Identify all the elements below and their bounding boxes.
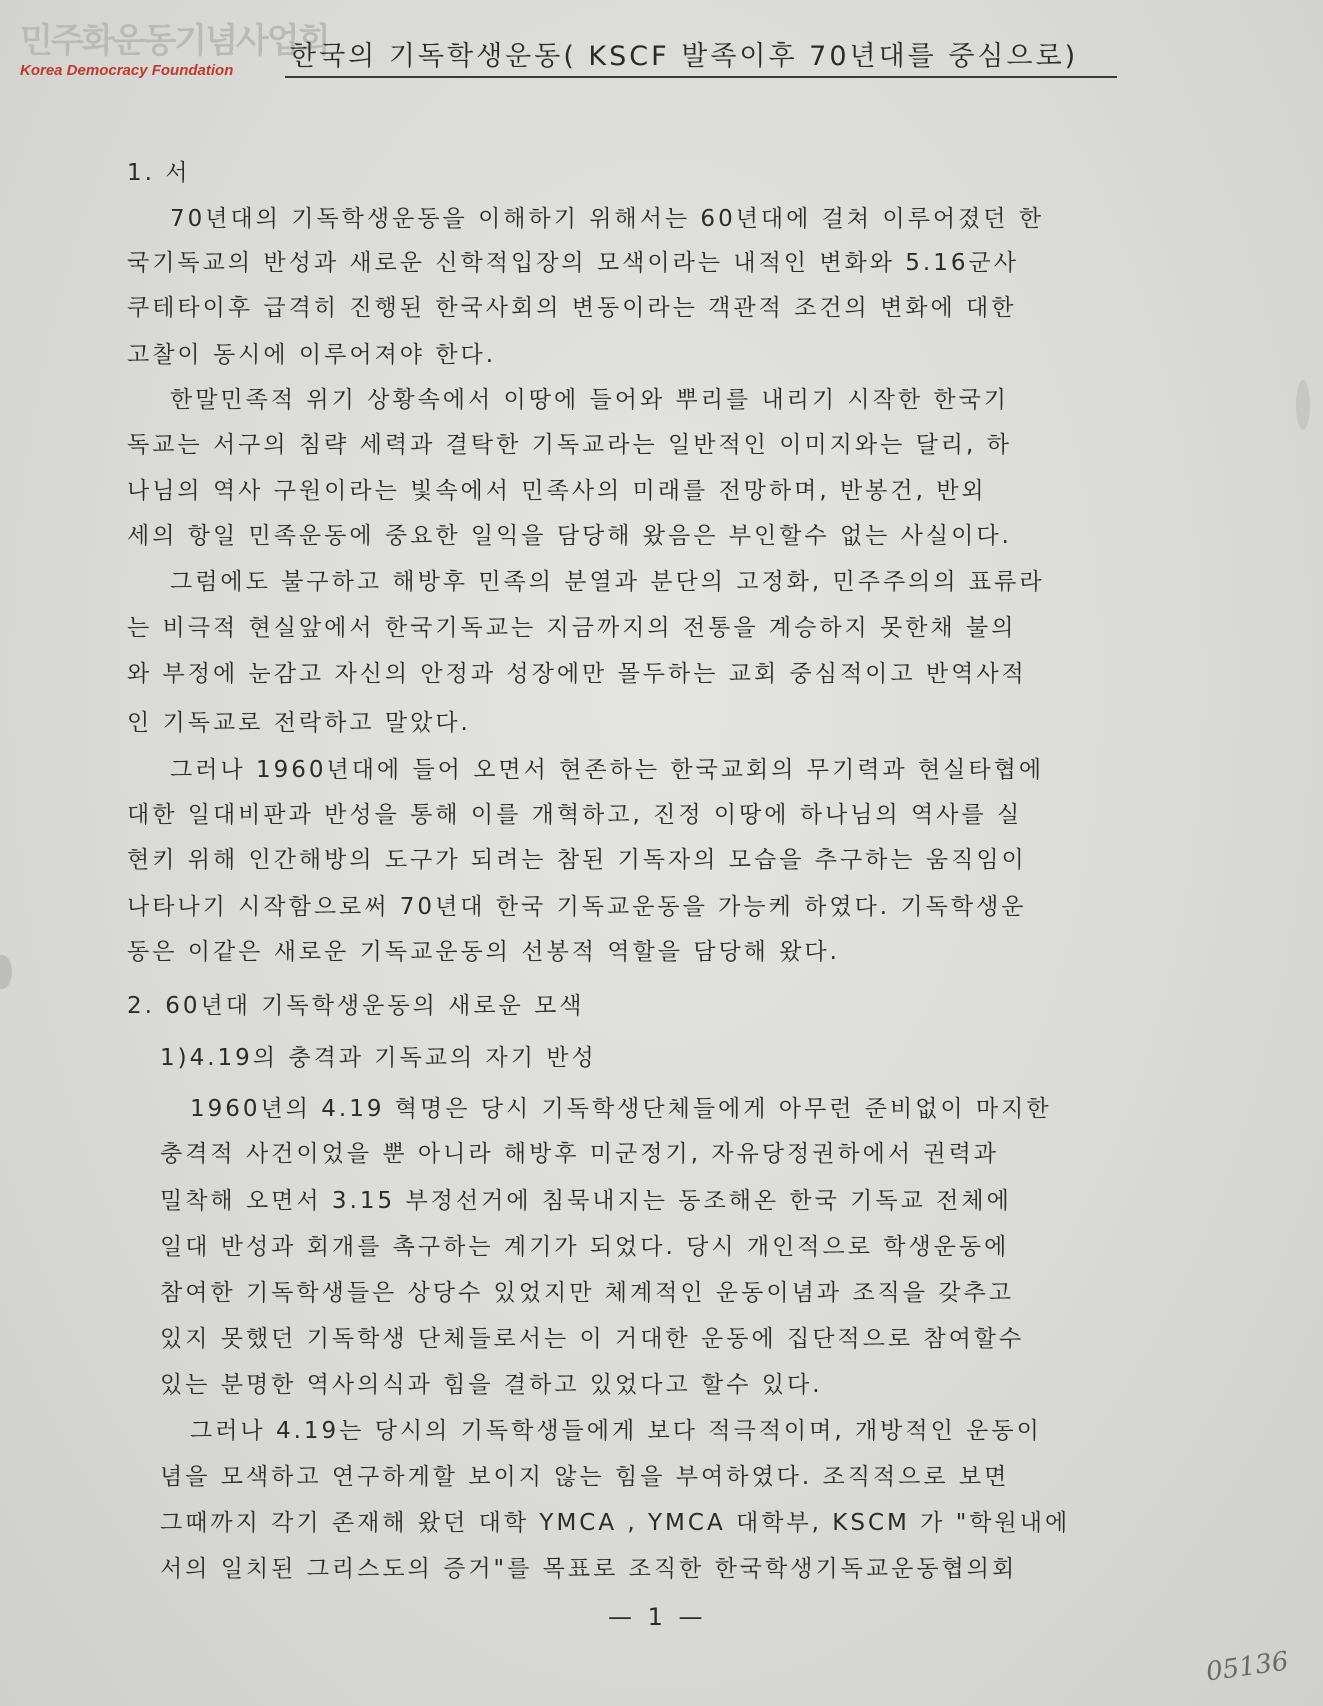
text-line: 한말민족적 위기 상황속에서 이땅에 들어와 뿌리를 내리기 시작한 한국기 bbox=[170, 387, 1010, 413]
text-line: 밀착해 오면서 3.15 부정선거에 침묵내지는 동조해온 한국 기독교 전체에 bbox=[160, 1188, 1012, 1214]
text-line: 동은 이같은 새로운 기독교운동의 선봉적 역할을 담당해 왔다. bbox=[127, 939, 840, 965]
text-line: 국기독교의 반성과 새로운 신학적입장의 모색이라는 내적인 변화와 5.16군사 bbox=[127, 250, 1019, 276]
text-line: 일대 반성과 회개를 촉구하는 계기가 되었다. 당시 개인적으로 학생운동에 bbox=[160, 1234, 1010, 1260]
text-line: 나타나기 시작함으로써 70년대 한국 기독교운동을 가능케 하였다. 기독학생운 bbox=[127, 894, 1027, 920]
text-line: 대한 일대비판과 반성을 통해 이를 개혁하고, 진정 이땅에 하나님의 역사를 실 bbox=[127, 802, 1023, 828]
text-line: 1960년의 4.19 혁명은 당시 기독학생단체들에게 아무런 준비없이 마지한 bbox=[190, 1096, 1052, 1122]
text-line: 고찰이 동시에 이루어져야 한다. bbox=[127, 342, 497, 368]
watermark-korean: 민주화운동기념사업회 bbox=[20, 21, 329, 61]
text-line: 70년대의 기독학생운동을 이해하기 위해서는 60년대에 걸쳐 이루어졌던 한 bbox=[170, 206, 1045, 232]
text-line: 는 비극적 현실앞에서 한국기독교는 지금까지의 전통을 계승하지 못한채 불의 bbox=[127, 615, 1017, 641]
watermark-english: Korea Democracy Foundation bbox=[20, 62, 234, 79]
text-line: 그러나 1960년대에 들어 오면서 현존하는 한국교회의 무기력과 현실타협에 bbox=[170, 757, 1045, 783]
page-number: — 1 — bbox=[608, 1603, 707, 1631]
text-line: 와 부정에 눈감고 자신의 안정과 성장에만 몰두하는 교회 중심적이고 반역사적 bbox=[127, 661, 1027, 687]
document-title: 한국의 기독학생운동( KSCF 발족이후 70년대를 중심으로) bbox=[290, 41, 1079, 72]
text-line: 현키 위해 인간해방의 도구가 되려는 참된 기독자의 모습을 추구하는 움직임이 bbox=[127, 847, 1027, 873]
text-line: 그때까지 각기 존재해 왔던 대학 YMCA , YMCA 대학부, KSCM 가 "학원내에 bbox=[160, 1510, 1071, 1536]
text-line: 세의 항일 민족운동에 중요한 일익을 담당해 왔음은 부인할수 없는 사실이다. bbox=[127, 523, 1012, 549]
text-line: 있는 분명한 역사의식과 힘을 결하고 있었다고 할수 있다. bbox=[160, 1372, 823, 1398]
subsection-heading: 1)4.19의 충격과 기독교의 자기 반성 bbox=[160, 1045, 597, 1071]
section-heading: 1. 서 bbox=[127, 160, 191, 186]
text-line: 충격적 사건이었을 뿐 아니라 해방후 미군정기, 자유당정권하에서 권력과 bbox=[160, 1141, 1000, 1167]
text-line: 인 기독교로 전락하고 말았다. bbox=[127, 710, 471, 736]
text-line: 있지 못했던 기독학생 단체들로서는 이 거대한 운동에 집단적으로 참여할수 bbox=[160, 1326, 1025, 1352]
text-line: 참여한 기독학생들은 상당수 있었지만 체계적인 운동이념과 조직을 갖추고 bbox=[160, 1280, 1014, 1306]
text-line: 서의 일치된 그리스도의 증거"를 목표로 조직한 한국학생기독교운동협의회 bbox=[160, 1556, 1018, 1582]
text-line: 그러나 4.19는 당시의 기독학생들에게 보다 적극적이며, 개방적인 운동이 bbox=[190, 1418, 1042, 1444]
text-line: 나님의 역사 구원이라는 빛속에서 민족사의 미래를 전망하며, 반봉건, 반외 bbox=[127, 478, 987, 504]
text-line: 념을 모색하고 연구하게할 보이지 않는 힘을 부여하였다. 조직적으로 보면 bbox=[160, 1464, 1010, 1490]
section-heading: 2. 60년대 기독학생운동의 새로운 모색 bbox=[127, 993, 585, 1019]
text-line: 그럼에도 불구하고 해방후 민족의 분열과 분단의 고정화, 민주주의의 표류라 bbox=[170, 569, 1045, 595]
edge-shadow-mark bbox=[1296, 380, 1310, 430]
text-line: 독교는 서구의 침략 세력과 결탁한 기독교라는 일반적인 이미지와는 달리, 하 bbox=[127, 432, 1012, 458]
text-line: 쿠테타이후 급격히 진행된 한국사회의 변동이라는 객관적 조건의 변화에 대한 bbox=[127, 295, 1017, 321]
archive-number: 05136 bbox=[1204, 1646, 1291, 1688]
